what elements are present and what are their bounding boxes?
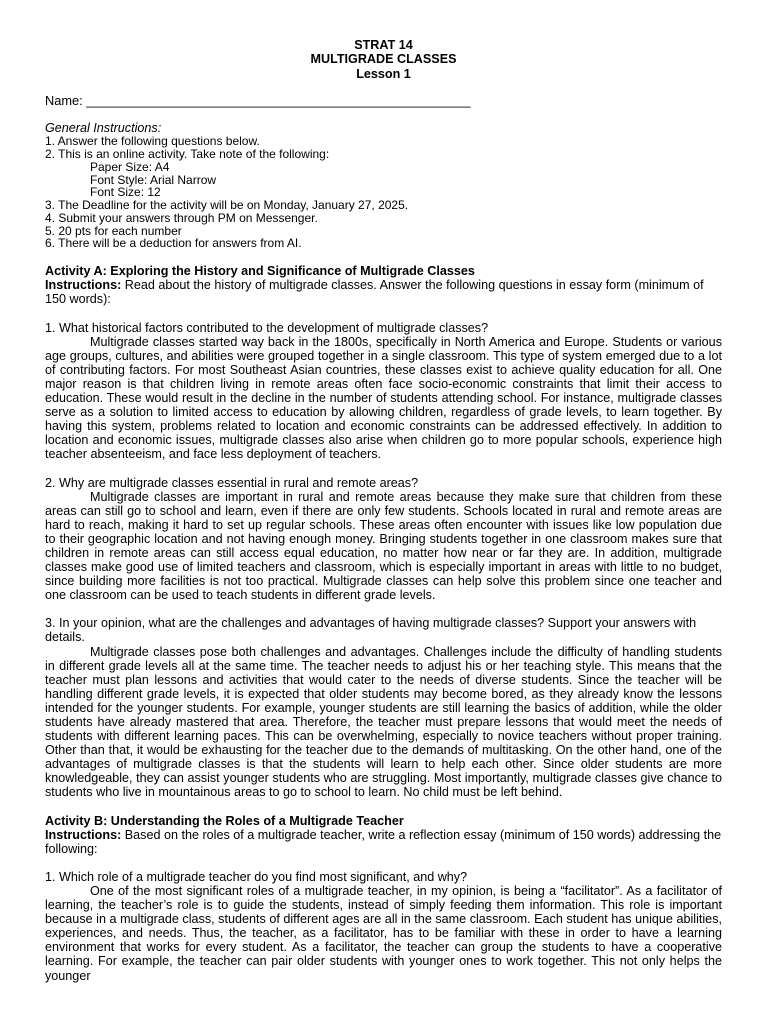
lesson-label: Lesson 1 xyxy=(356,66,411,81)
activity-b-instructions-label: Instructions: xyxy=(45,827,122,842)
instruction-item-4: 4. Submit your answers through PM on Messenger. xyxy=(45,210,318,225)
activity-a-question-1: 1. What historical factors contributed to the development of multigrade classes? xyxy=(45,320,489,335)
activity-a-instructions xyxy=(45,278,722,306)
activity-a-answer-1: Multigrade classes started way back in the 1800s, specifically in North America and Europe. Students or various age groups, cultures, and abilities were grouped together in a single classroom. This type of system emerged due to a lot of contributing factors. For most Southeast Asian countries, these classes exist to achieve quality education for all. One major reason is that children living in remote areas often face socio-economic constraints that limit their access to education. These would result in the decline in the number of students attending school. For instance, multigrade classes serve as a solution to limited access to education by allowing children, regardless of grade levels, to learn together. By having this system, problems related to location and economic constraints can be addressed effectively. In addition to location and economic issues, multigrade classes also arise when children go to more popular schools, experience high teacher absenteeism, and face less deployment of teachers. xyxy=(45,334,722,462)
activity-a-instructions-text: Read about the history of multigrade classes. Answer the following questions in essay form (minimum of 150 words): xyxy=(45,278,704,307)
activity-b-question-1: 1. Which role of a multigrade teacher do you find most significant, and why? xyxy=(45,869,468,884)
activity-b-instructions xyxy=(45,828,722,856)
general-instructions xyxy=(45,122,722,250)
document-header xyxy=(45,38,722,81)
general-instructions-title: General Instructions: xyxy=(45,121,162,136)
instruction-item-2: 2. This is an online activity. Take note of the following: xyxy=(45,146,330,161)
activity-a-answer-3: Multigrade classes pose both challenges and advantages. Challenges include the difficulty of handling students in different grade levels all at the same time. The teacher needs to adjust his or her teaching style. This means that the teacher must plan lessons and activities that would cater to the needs of diverse students. Since the teacher will be handling different grade levels, it is expected that older students may become bored, as they already know the lessons intended for the younger students. For example, younger students are still learning the basics of addition, while the older students have already mastered that area. Therefore, the teacher must prepare lessons that would meet the needs of students with different learning paces. This can be overwhelming, especially to novice teachers without proper training. Other than that, it would be exhausting for the teacher due to the demands of multitasking. On the other hand, one of the advantages of multigrade classes is that the students will learn to help each other. Since older students are more knowledgeable, they can assist younger students who are struggling. Most importantly, multigrade classes give chance to students who live in mountainous areas to go to school to learn. No child must be left behind. xyxy=(45,644,722,800)
activity-b-answer-1: One of the most significant roles of a multigrade teacher, in my opinion, is being a “facilitator”. As a facilitator of learning, the teacher’s role is to guide the students, instead of simply feeding them information. This role is important because in a multigrade class, students of different ages are all in the same classroom. Each student has unique abilities, experiences, and needs. Thus, the teacher, as a facilitator, has to be familiar with these in order to have a learning environment that works for every student. As a facilitator, the teacher can group the students to have a cooperative learning. For example, the teacher can pair older students with younger ones to work together. This not only helps the younger xyxy=(45,883,722,983)
document-page xyxy=(45,38,722,983)
name-field-line: Name: ______________________________________________________ xyxy=(45,93,471,109)
activity-a-question-3: 3. In your opinion, what are the challenges and advantages of having multigrade classes? Support your answers with details. xyxy=(45,616,697,645)
course-code: STRAT 14 xyxy=(354,38,413,52)
document-title: MULTIGRADE CLASSES xyxy=(310,52,457,67)
instruction-item-5: 5. 20 pts for each number xyxy=(45,223,182,238)
activity-b-title: Activity B: Understanding the Roles of a Multigrade Teacher xyxy=(45,813,404,828)
instruction-item-3: 3. The Deadline for the activity will be on Monday, January 27, 2025. xyxy=(45,198,409,213)
activity-a-instructions-label: Instructions: xyxy=(45,278,122,293)
activity-a-answer-2: Multigrade classes are important in rural and remote areas because they make sure that children from these areas can still go to school and learn, even if there are only few students. Schools located in rural and remote areas are hard to reach, making it hard to set up regular schools. These areas often encounter with issues like low population due to their geographic location and not having enough money. Bringing students together in one classroom makes sure that children in remote areas can still access equal education, no matter how near or far they are. In addition, multigrade classes make good use of limited teachers and classroom, which is especially important in areas with little to no budget, since building more facilities is not too practical. Multigrade classes can help solve this problem since one teacher and one classroom can be used to teach students in different grade levels. xyxy=(45,489,722,603)
instruction-paper-size: Paper Size: A4 xyxy=(90,159,170,174)
instruction-font-size: Font Size: 12 xyxy=(90,185,161,200)
activity-a-title: Activity A: Exploring the History and Significance of Multigrade Classes xyxy=(45,264,475,279)
instruction-item-1: 1. Answer the following questions below. xyxy=(45,134,260,149)
activity-b-instructions-text: Based on the roles of a multigrade teacher, write a reflection essay (minimum of 150 words) addressing the following: xyxy=(45,827,722,856)
instruction-font-style: Font Style: Arial Narrow xyxy=(90,172,217,187)
instruction-item-6: 6. There will be a deduction for answers from AI. xyxy=(45,236,302,251)
activity-a-question-2: 2. Why are multigrade classes essential in rural and remote areas? xyxy=(45,475,419,490)
